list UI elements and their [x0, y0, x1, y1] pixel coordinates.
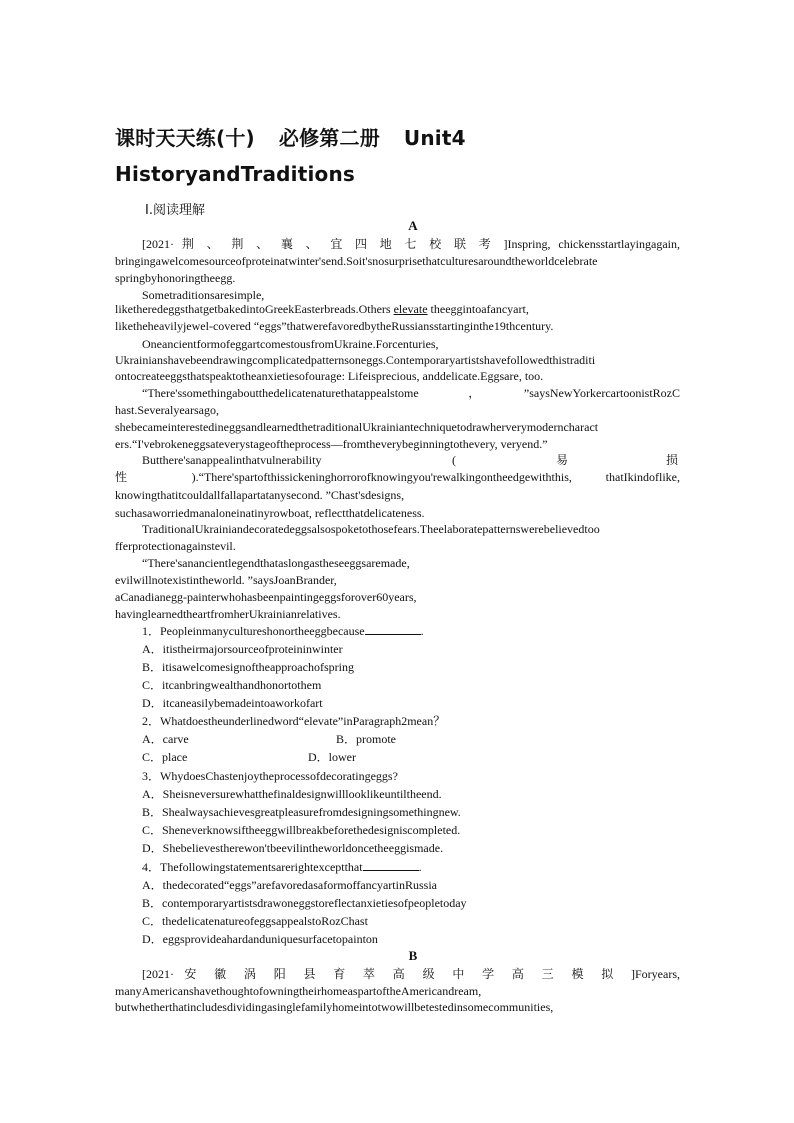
- passage-a-line: evilwillnotexistintheworld. ”saysJoanBrander,: [115, 573, 337, 587]
- passage-a-line: knowingthatitcouldallfallapartatanysecond. ”Chast'sdesigns,: [115, 488, 405, 502]
- title-cn: 课时天天练(十): [115, 126, 255, 150]
- passage-a-line: liketheheavilyjewel-covered “eggs”thatwerefavoredbytheRussiansstartinginthe19thcentury.: [115, 319, 554, 333]
- title-unit: Unit4: [403, 126, 466, 150]
- title-book: 必修第二册: [278, 126, 380, 150]
- passage-a-line: shebecameinterestedineggsandlearnedthetraditionalUkrainiantechniquetodrawherverymoderncharact: [115, 420, 599, 434]
- passage-a-line: “There'ssomethingaboutthedelicatenaturethatappealstome，”saysNewYorkercartoonistRozC: [142, 386, 680, 400]
- question-2-option-d[interactable]: D．lower: [308, 750, 356, 764]
- passage-a-text: 易: [556, 453, 569, 467]
- question-2: 2．Whatdoestheunderlinedword“elevate”inParagraph2mean？: [142, 714, 446, 728]
- passage-a-line: TraditionalUkrainiandecoratedeggsalsospoketothosefears.Theelaboratepatternswerebelievedtoo: [142, 522, 600, 536]
- passage-a-line: fferprotectionagainstevil.: [115, 539, 236, 553]
- passage-a-line: ers.“I'vebrokeneggsateverystageoftheprocess—fromtheverybeginningtothevery, veryend.”: [115, 437, 548, 451]
- question-4-option-d[interactable]: D．eggsprovideahardanduniquesurfacetopainton: [142, 932, 378, 946]
- passage-a-line: suchasaworriedmanaloneinatinyrowboat, reflectthatdelicateness.: [115, 506, 425, 520]
- question-1-option-c[interactable]: C．itcanbringwealthandhonortothem: [142, 678, 322, 692]
- question-3-option-d[interactable]: D．Shebelievestherewon'tbeevilintheworldoncetheeggismade.: [142, 841, 444, 855]
- answer-blank[interactable]: [363, 859, 419, 871]
- passage-a-line: hast.Severalyearsago,: [115, 403, 219, 417]
- question-2-option-a[interactable]: A．carve: [142, 732, 189, 746]
- underlined-word: elevate: [393, 302, 428, 316]
- passage-a-line: springbyhonoringtheegg.: [115, 271, 236, 285]
- passage-a-line: 性 ).“There'spartofthissickeninghorrorofknowingyou'rewalkingontheedgewiththis, thatIkindoflike,: [115, 470, 680, 484]
- passage-b-line: manyAmericanshavethoughtofowningtheirhomeaspartoftheAmericandream,: [115, 984, 482, 998]
- section-label: Ⅰ.阅读理解: [145, 203, 205, 218]
- question-4: 4．Thefollowingstatementsarerightexceptthat .: [142, 860, 422, 874]
- question-1-option-a[interactable]: A．itistheirmajorsourceofproteininwinter: [142, 642, 343, 656]
- question-1: 1．Peopleinmanycultureshonortheeggbecause .: [142, 624, 424, 638]
- passage-b-line: butwhetherthatincludesdividingasinglefamilyhomeintotwowillbetestedinsomecommunities,: [115, 1000, 554, 1014]
- passage-a-line: havinglearnedtheartfromherUkrainianrelatives.: [115, 607, 341, 621]
- question-2-option-b[interactable]: B．promote: [336, 732, 396, 746]
- page-subtitle: HistoryandTraditions: [115, 162, 356, 186]
- question-3-option-c[interactable]: C．Sheneverknowsiftheeggwillbreakbeforethedesigniscompleted.: [142, 823, 461, 837]
- passage-a-line: bringingawelcomesourceofproteinatwinter'send.Soit'snosurprisethatculturesaroundtheworldcelebrate: [115, 254, 598, 268]
- question-3: 3．WhydoesChastenjoytheprocessofdecoratingeggs?: [142, 769, 398, 783]
- passage-a-line: aCanadianegg-painterwhohasbeenpaintingeggsforover60years,: [115, 590, 417, 604]
- question-4-option-b[interactable]: B．contemporaryartistsdrawoneggstoreflectanxietiesofpeopletoday: [142, 896, 467, 910]
- passage-a-line: [2021· 荆 、 荆 、 襄 、 宜 四 地 七 校 联 考 ]Inspring, chickensstartlayingagain,: [142, 237, 680, 251]
- answer-blank[interactable]: [365, 623, 421, 635]
- question-4-option-a[interactable]: A．thedecorated“eggs”arefavoredasaformoffancyartinRussia: [142, 878, 437, 892]
- question-3-option-b[interactable]: B．Shealwaysachievesgreatpleasurefromdesigningsomethingnew.: [142, 805, 461, 819]
- question-4-option-c[interactable]: C．thedelicatenatureofeggsappealstoRozChast: [142, 914, 368, 928]
- passage-a-letter: A: [408, 218, 418, 233]
- question-1-option-d[interactable]: D．itcaneasilybemadeintoaworkofart: [142, 696, 323, 710]
- passage-a-line: Ukrainianshavebeendrawingcomplicatedpatternsoneggs.Contemporaryartistshavefollowedthistraditi: [115, 353, 596, 367]
- passage-a-line: ontocreateeggsthatspeaktotheanxietiesofourage: Lifeisprecious, anddelicate.Eggsare, too.: [115, 369, 544, 383]
- passage-a-line: OneancientformofeggartcomestousfromUkraine.Forcenturies,: [142, 337, 439, 351]
- passage-b-letter: B: [408, 948, 418, 963]
- page-title: [115, 122, 466, 151]
- passage-b-line: [2021· 安 徽 涡 阳 县 育 萃 高 级 中 学 高 三 模 拟 ]Foryears,: [142, 967, 680, 981]
- question-1-option-b[interactable]: B．itisawelcomesignoftheapproachofspring: [142, 660, 354, 674]
- question-2-option-c[interactable]: C．place: [142, 750, 188, 764]
- passage-a-text: 损: [666, 453, 679, 467]
- question-3-option-a[interactable]: A．Sheisneversurewhatthefinaldesignwilllooklikeuntiltheend.: [142, 787, 442, 801]
- passage-a-line: liketheredeggsthatgetbakedintoGreekEasterbreads.Others elevate theeggintoafancyart,: [115, 302, 529, 316]
- passage-a-text: Butthere'sanappealinthatvulnerability: [142, 453, 322, 467]
- passage-a-text: (: [452, 453, 456, 467]
- passage-a-line: “There'sanancientlegendthataslongastheseeggsaremade,: [142, 556, 410, 570]
- passage-a-line: Sometraditionsaresimple,: [142, 288, 265, 302]
